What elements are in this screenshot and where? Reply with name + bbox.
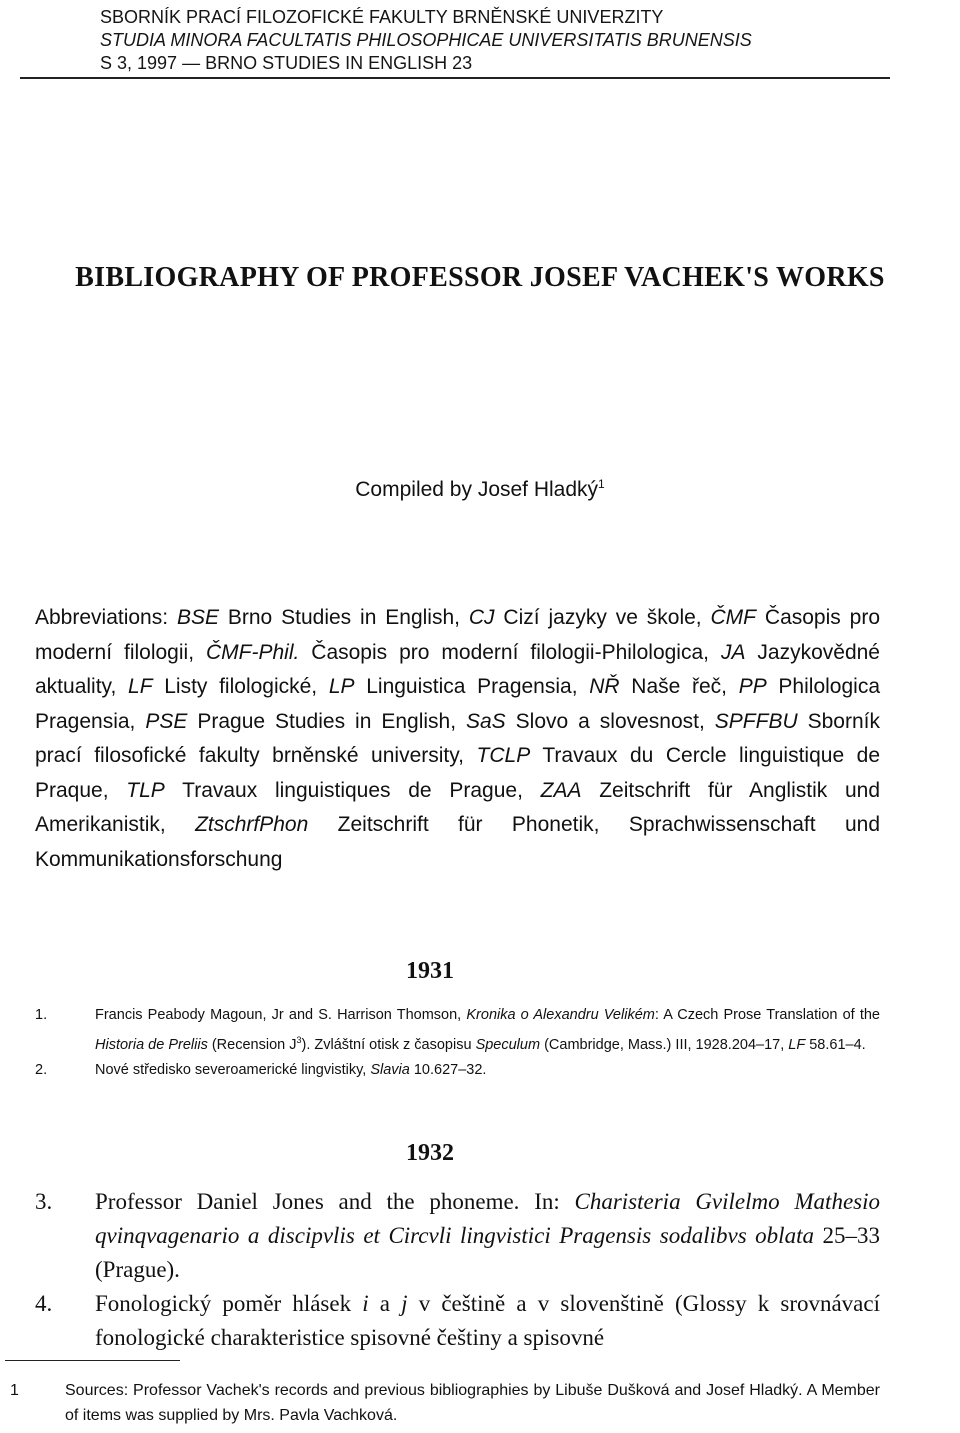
- text-run: ). Zvláštní otisk z časopisu: [301, 1036, 476, 1053]
- text-run: 10.627–32.: [409, 1061, 487, 1078]
- footnote-number: 1: [10, 1382, 19, 1399]
- text-run: Francis Peabody Magoun, Jr and S. Harrison Thomson,: [95, 1007, 467, 1023]
- text-run: Listy filologické,: [152, 675, 329, 698]
- italic-title: Slavia: [370, 1061, 410, 1078]
- abbreviation: SaS: [466, 709, 506, 733]
- abbreviation: ZtschrfPhon: [195, 813, 309, 836]
- italic-title: Kronika o Alexandru Velikém: [466, 1007, 655, 1023]
- year-heading-1931: 1931: [406, 958, 454, 984]
- text-run: : A Czech Prose Translation of the: [654, 1007, 880, 1023]
- abbreviation: NŘ: [589, 675, 620, 698]
- entries-1932: [35, 1185, 880, 1355]
- italic-title: i: [362, 1291, 369, 1316]
- page-title: BIBLIOGRAPHY OF PROFESSOR JOSEF VACHEK'S WORKS: [75, 262, 885, 293]
- text-run: 25–33 (Prague).: [95, 1223, 880, 1282]
- text-run: Naše řeč,: [619, 675, 739, 698]
- bib-entry-4: [35, 1287, 880, 1355]
- text-run: (Recension J: [207, 1036, 297, 1053]
- header-rule: [20, 77, 890, 79]
- compiler-line: [0, 477, 960, 502]
- text-run: a: [368, 1291, 402, 1316]
- text-run: Travaux du Cercle linguistique de Praque,: [35, 744, 880, 802]
- italic-title: j: [401, 1291, 408, 1316]
- compiler-text: Compiled by Josef Hladký: [355, 478, 599, 501]
- entry-text: [95, 1058, 880, 1083]
- header-line-3: S 3, 1997 — BRNO STUDIES IN ENGLISH 23: [100, 53, 473, 73]
- text-run: Philologica Pragensia,: [35, 675, 880, 733]
- abbreviation: PP: [738, 675, 767, 698]
- text-run: v češtině a v slovenštině (Glossy k srovnávací fonologické charakteristice spisovné češtiny a spisovné: [95, 1291, 880, 1350]
- header-line-1: SBORNÍK PRACÍ FILOZOFICKÉ FAKULTY BRNĚNSKÉ UNIVERZITY: [100, 7, 664, 27]
- text-run: Travaux linguistiques de Prague,: [164, 778, 541, 802]
- abbreviation: ČMF: [710, 606, 757, 629]
- header-line-2: STUDIA MINORA FACULTATIS PHILOSOPHICAE UNIVERSITATIS BRUNENSIS: [100, 30, 752, 50]
- year-heading-1932: 1932: [406, 1140, 454, 1166]
- text-run: Nové středisko severoamerické lingvistiky,: [95, 1061, 371, 1078]
- bib-entry-3: [35, 1185, 880, 1287]
- italic-title: Historia de Preliis: [95, 1036, 208, 1053]
- text-run: Brno Studies in English,: [219, 606, 469, 629]
- abbreviation: LP: [328, 675, 355, 698]
- text-run: (Cambridge, Mass.) III, 1928.204–17,: [540, 1036, 789, 1053]
- text-run: Cizí jazyky ve škole,: [494, 606, 711, 629]
- running-header: [100, 6, 820, 75]
- superscript: 3: [296, 1035, 302, 1045]
- text-run: Abbreviations:: [35, 606, 177, 629]
- abbreviation: LF: [128, 675, 153, 698]
- abbreviation: TCLP: [476, 744, 531, 767]
- text-run: Sborník prací filosofické fakulty brněnské university,: [35, 709, 880, 767]
- abbreviation: SPFFBU: [714, 709, 798, 733]
- text-run: Časopis pro moderní filologii-Philologica,: [299, 640, 721, 664]
- text-run: Slovo a slovesnost,: [505, 709, 715, 733]
- abbreviation: BSE: [176, 606, 219, 629]
- entry-number: 4.: [35, 1291, 53, 1316]
- footnote-rule: [5, 1360, 180, 1361]
- text-run: Prague Studies in English,: [187, 709, 466, 733]
- abbreviation: CJ: [468, 606, 495, 629]
- entry-number: 3.: [35, 1189, 53, 1214]
- text-run: Časopis pro moderní filologii,: [35, 606, 880, 664]
- entry-text: [95, 1185, 880, 1287]
- abbreviation: JA: [720, 640, 746, 664]
- abbreviation: PSE: [145, 709, 188, 733]
- entry-number: 2.: [35, 1061, 48, 1078]
- entry-text: [95, 1003, 880, 1058]
- entries-1931: [35, 1003, 880, 1083]
- italic-title: Speculum: [475, 1036, 541, 1053]
- entry-number: 1.: [35, 1007, 48, 1023]
- footnote-mark: 1: [598, 477, 605, 491]
- bib-entry-1: [35, 1003, 880, 1058]
- bib-entry-2: [35, 1058, 880, 1083]
- abbreviation: ZAA: [540, 778, 582, 802]
- italic-title: Charisteria Gvilelmo Mathesio qvinqvagenario a discipvlis et Circvli lingvistici Pragensis sodalibvs oblata: [95, 1189, 880, 1248]
- text-run: Zeitschrift für Anglistik und Amerikanistik,: [35, 778, 880, 836]
- text-run: Professor Daniel Jones and the phoneme. In:: [95, 1189, 575, 1214]
- footnote: [10, 1378, 880, 1428]
- entry-text: [95, 1287, 880, 1355]
- footnote-text: Sources: Professor Vachek's records and previous bibliographies by Libuše Dušková and Josef Hladký. A Member of items was supplied by Mrs. Pavla Vachková.: [65, 1382, 880, 1424]
- text-run: Zeitschrift für Phonetik, Sprachwissenschaft und Kommunikationsforschung: [35, 813, 881, 871]
- abbreviation: TLP: [126, 778, 165, 802]
- abbreviations-paragraph: [35, 601, 880, 877]
- text-run: 58.61–4.: [805, 1036, 866, 1053]
- abbreviation: ČMF-Phil.: [205, 640, 300, 664]
- text-run: Fonologický poměr hlásek: [95, 1291, 363, 1316]
- italic-title: LF: [788, 1036, 806, 1053]
- text-run: Jazykovědné aktuality,: [35, 640, 880, 698]
- text-run: Linguistica Pragensia,: [354, 675, 590, 698]
